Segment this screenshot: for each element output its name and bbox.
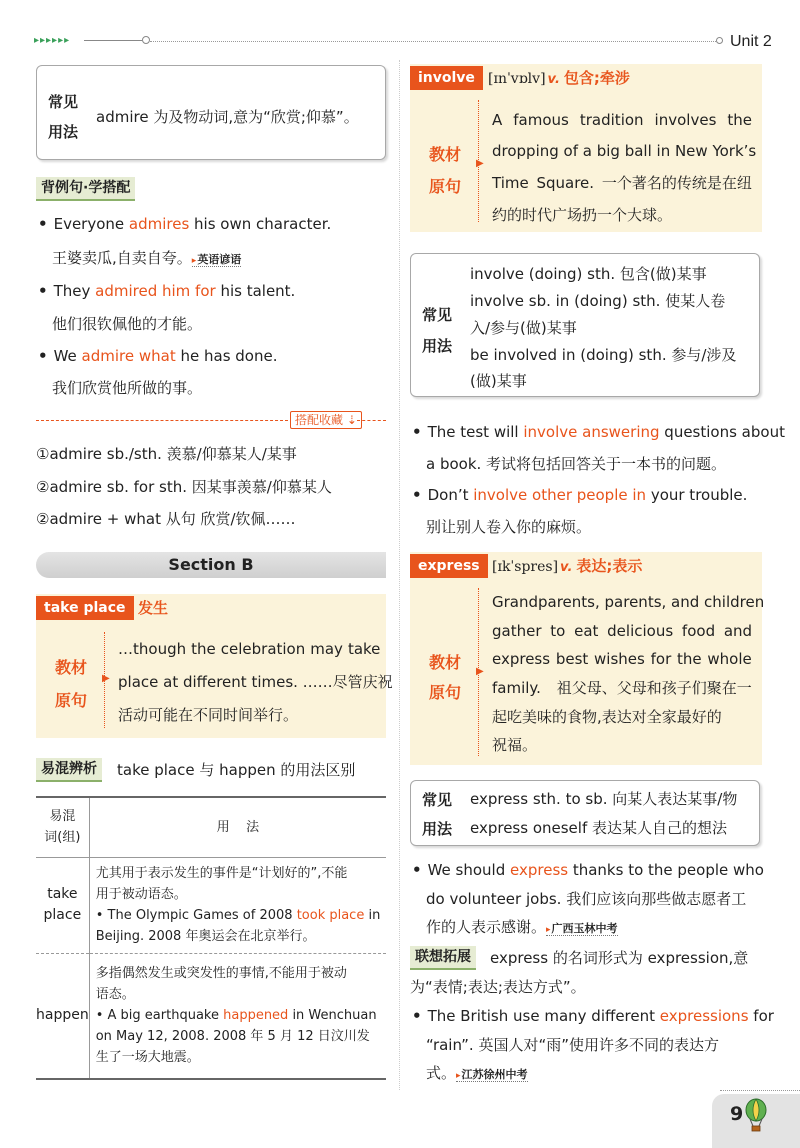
comparison-table	[36, 796, 386, 1080]
extend-line-2: 为“表情;表达;表达方式”。	[410, 978, 586, 996]
involve-example-2-cn: 别让别人卷入你的麻烦。	[426, 518, 592, 536]
table-row	[36, 857, 386, 953]
involve-usage-1: involve (doing) sth. 包含(做)某事	[470, 265, 707, 283]
header-arrows: ▸▸▸▸▸▸	[34, 35, 71, 46]
express-example-1-en: • We should express thanks to the people who	[412, 860, 764, 880]
unit-label: Unit 2	[730, 33, 772, 50]
take-place-tag: take place	[36, 596, 134, 620]
involve-label-bottom: 原句	[429, 177, 462, 196]
express-line-4: family. 祖父母、父母和孩子们聚在一	[492, 679, 752, 697]
express-usage-1: express sth. to sb. 向某人表达某事/物	[470, 790, 738, 808]
extend-line-1: express 的名词形式为 expression,意	[490, 949, 749, 967]
take-place-line-2: place at different times. ……尽管庆祝	[118, 673, 393, 691]
express-example-1-cn: do volunteer jobs. 我们应该向那些做志愿者工	[426, 890, 747, 908]
express-line-1: Grandparents, parents, and children	[492, 593, 765, 611]
table-row-1-usage: 尤其用于表示发生的事件是“计划好的”,不能 用于被动语态。 • The Olympic Games of 2008 took place in Beijing. 2008 年奥运会在北京举行。	[95, 866, 381, 944]
collocation-2: ②admire sb. for sth. 因某事羡慕/仰慕某人	[36, 478, 332, 496]
involve-usage-2: involve sb. in (doing) sth. 使某人卷	[470, 292, 726, 310]
involve-tag: involve	[410, 66, 483, 90]
extend-badge: 联想拓展	[410, 946, 476, 970]
express-example-1-source: ▸ 广西玉林中考	[546, 922, 618, 936]
express-example-2-source: ▸ 江苏徐州中考	[456, 1068, 528, 1082]
involve-line-1: A famous tradition involves the	[492, 111, 753, 129]
table-head-usage: 用 法	[216, 819, 260, 835]
involve-header	[488, 66, 630, 92]
admire-usage-card	[36, 65, 386, 160]
express-usage-card	[410, 780, 760, 846]
header-rule-left	[84, 40, 142, 41]
involve-line-3: Time Square. 一个著名的传统是在纽	[492, 174, 752, 192]
involve-usage-4: be involved in (doing) sth. 参与/涉及	[470, 346, 737, 364]
table-head-word: 易混 词(组)	[36, 797, 89, 857]
collect-divider	[36, 420, 288, 421]
admire-example-3-cn: 我们欣赏他所做的事。	[52, 379, 203, 397]
express-pointer-icon: ▶	[476, 666, 484, 677]
take-place-meaning: 发生	[138, 599, 169, 617]
header-rule-dot-right	[716, 37, 723, 44]
collocation-1: ①admire sb./sth. 羡慕/仰慕某人/某事	[36, 445, 297, 463]
take-place-pointer-icon: ▶	[102, 673, 110, 684]
express-phonetic: [ɪkˈspres]	[492, 559, 559, 575]
take-place-label-bottom: 原句	[55, 691, 88, 710]
confusion-title: take place 与 happen 的用法区别	[117, 761, 356, 779]
express-line-2: gather to eat delicious food and	[492, 622, 753, 640]
express-tag: express	[410, 554, 488, 578]
admire-example-2-en: • They admired him for his talent.	[38, 281, 295, 301]
express-line-6: 祝福。	[492, 736, 538, 754]
admire-example-3-en: • We admire what he has done.	[38, 346, 278, 366]
involve-usage-5: (做)某事	[470, 372, 527, 390]
express-line-5: 起吃美味的食物,表达对全家最好的	[492, 708, 722, 726]
section-b-title: Section B	[168, 555, 254, 574]
express-pos: v.	[560, 560, 573, 575]
examples-badge: 背例句·学搭配	[36, 177, 135, 201]
involve-example-1-cn: a book. 考试将包括回答关于一本书的问题。	[426, 455, 727, 473]
involve-usage-label-bottom: 用法	[422, 337, 453, 355]
take-place-line-1: …though the celebration may take	[118, 640, 381, 658]
express-usage-label-top: 常见	[422, 791, 453, 809]
express-header	[492, 554, 642, 580]
collocation-3: ②admire + what 从句 欣赏/钦佩……	[36, 510, 296, 528]
admire-usage-text: admire 为及物动词,意为“欣赏;仰慕”。	[96, 108, 359, 126]
collect-arrow-icon: ⇣	[343, 413, 357, 427]
express-usage-2: express oneself 表达某人自己的想法	[470, 819, 728, 837]
confusion-badge: 易混辨析	[36, 758, 102, 782]
express-label-bottom: 原句	[429, 683, 462, 702]
express-meaning: 表达;表示	[576, 557, 643, 575]
admire-example-2-cn: 他们很钦佩他的才能。	[52, 315, 203, 333]
express-label-top: 教材	[429, 653, 462, 672]
involve-usage-label-top: 常见	[422, 306, 453, 324]
collect-tag: 搭配收藏 ⇣	[290, 411, 362, 429]
involve-label-top: 教材	[429, 145, 462, 164]
header-rule-dot-left	[142, 36, 150, 44]
take-place-label-top: 教材	[55, 658, 88, 677]
table-row-1-word: take place	[36, 857, 89, 953]
admire-usage-label-top: 常见	[48, 93, 79, 111]
admire-example-1-source: ▸ 英语谚语	[192, 253, 242, 267]
involve-pos: v.	[547, 72, 560, 87]
header-rule-dotted	[150, 41, 716, 42]
express-example-1-cn2: 作的人表示感谢。▸ 广西玉林中考	[426, 917, 618, 940]
involve-line-2: dropping of a big ball in New York’s	[492, 142, 757, 160]
involve-example-2-en: • Don’t involve other people in your trouble.	[412, 485, 747, 505]
involve-example-1-en: • The test will involve answering questions about	[412, 422, 785, 442]
table-row-2-usage: 多指偶然发生或突发性的事情,不能用于被动 语态。 • A big earthquake happened in Wenchuan on May 12, 2008. 2008 年 5 月 12 日汶川发 生了一场大地震。	[95, 966, 377, 1066]
involve-meaning: 包含;牵涉	[563, 69, 630, 87]
balloon-icon	[744, 1098, 768, 1136]
table-row-2-word: happen	[36, 953, 89, 1079]
involve-usage-card	[410, 253, 760, 397]
admire-usage-label-bottom: 用法	[48, 123, 79, 141]
column-divider	[399, 60, 400, 1090]
page-number: 9	[730, 1103, 744, 1125]
express-example-2-cn: “rain”. 英国人对“雨”使用许多不同的表达方	[426, 1036, 720, 1054]
express-example-2-en: • The British use many different expressions for	[412, 1006, 774, 1026]
page-corner-rule	[720, 1090, 800, 1091]
involve-usage-3: 入/参与(做)某事	[470, 319, 577, 337]
admire-example-1-cn: 王婆卖瓜,自卖自夸。▸ 英语谚语	[52, 248, 241, 271]
involve-phonetic: [ɪnˈvɒlv]	[488, 71, 546, 87]
take-place-line-3: 活动可能在不同时间举行。	[118, 706, 299, 724]
admire-example-1-en: • Everyone admires his own character.	[38, 214, 331, 234]
express-usage-label-bottom: 用法	[422, 820, 453, 838]
express-line-3: express best wishes for the whole	[492, 650, 752, 668]
collect-divider-right	[357, 420, 386, 421]
involve-pointer-icon: ▶	[476, 158, 484, 169]
table-row	[36, 953, 386, 1079]
involve-line-4: 约的时代广场扔一个大球。	[492, 206, 673, 224]
express-example-2-cn2: 式。▸ 江苏徐州中考	[426, 1063, 528, 1086]
